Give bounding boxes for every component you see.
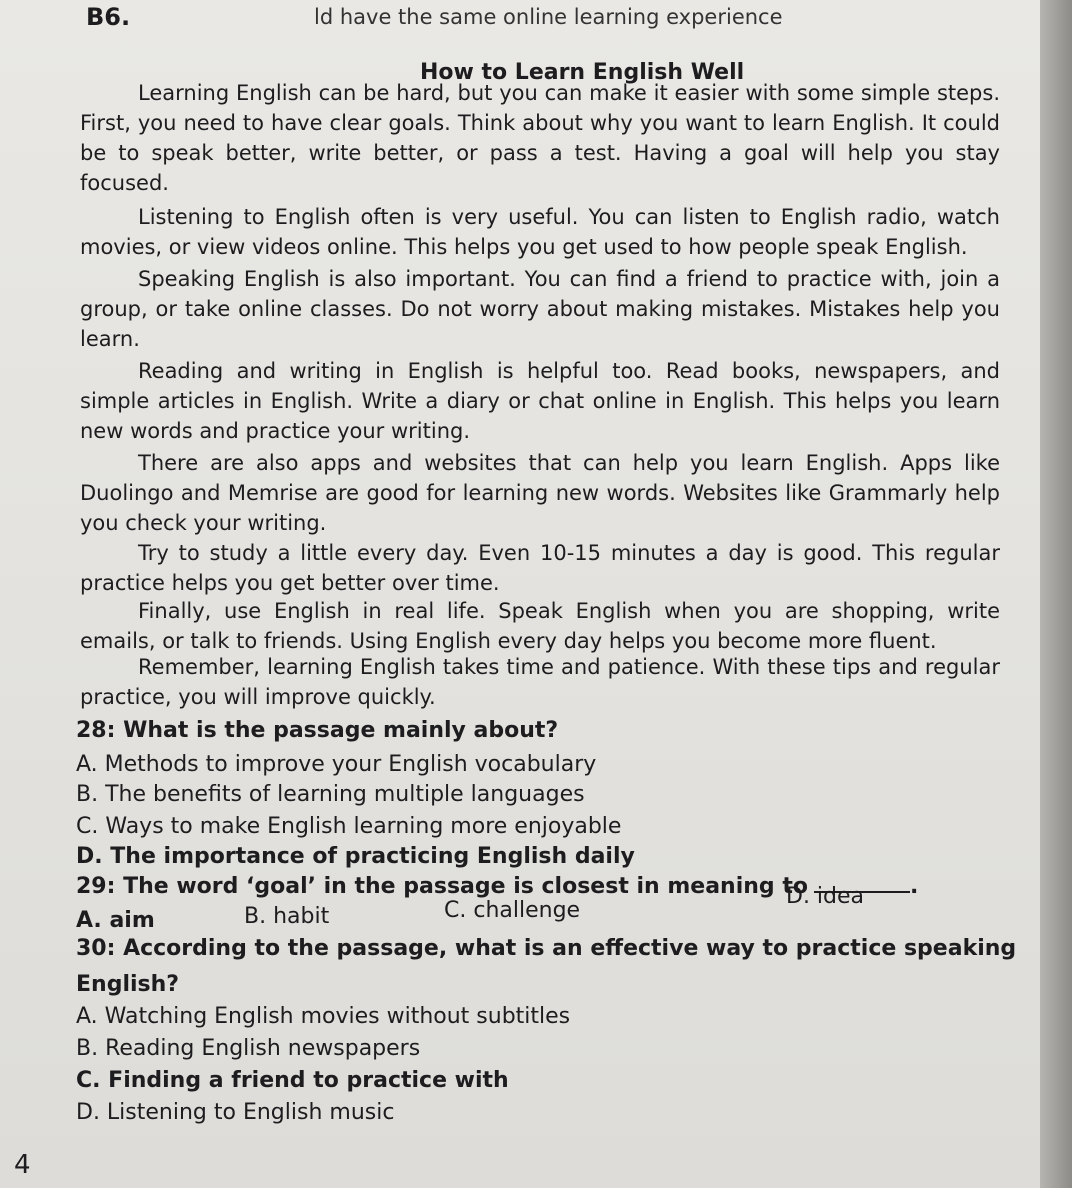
passage-paragraph-2: Listening to English often is very useful. You can listen to English radio, watch movies, or view videos online. This helps you get used to how people speak English. [80, 205, 1000, 259]
question-30-option-b[interactable]: B. Reading English newspapers [76, 1036, 421, 1061]
passage-paragraph-5: There are also apps and websites that can help you learn English. Apps like Duolingo and Memrise are good for learning new words. Websites like Grammarly help you check your writing. [80, 451, 1000, 535]
passage-title: How to Learn English Well [420, 60, 745, 85]
question-29-option-c[interactable]: C. challenge [444, 898, 581, 923]
passage-paragraph-4: Reading and writing in English is helpful too. Read books, newspapers, and simple articles in English. Write a diary or chat online in English. This helps you learn new words and practice your writing. [80, 359, 1000, 443]
question-29-option-b[interactable]: B. habit [244, 904, 330, 929]
passage-paragraph-7: Finally, use English in real life. Speak English when you are shopping, write emails, or talk to friends. Using English every day helps you become more fluent. [80, 599, 1000, 653]
question-28-stem: 28: What is the passage mainly about? [76, 718, 559, 743]
question-28-option-c[interactable]: C. Ways to make English learning more enjoyable [76, 814, 622, 839]
question-28-option-d[interactable]: D. The importance of practicing English daily [76, 844, 635, 869]
passage-paragraph-8: Remember, learning English takes time and patience. With these tips and regular practice, you will improve quickly. [80, 655, 1000, 709]
question-30-stem-line-2: English? [76, 972, 180, 997]
passage-paragraph-3: Speaking English is also important. You can find a friend to practice with, join a group, or take online classes. Do not worry about making mistakes. Mistakes help you learn. [80, 267, 1000, 351]
cutoff-header-text: ld have the same online learning experience [314, 5, 783, 29]
question-30-option-d[interactable]: D. Listening to English music [76, 1100, 395, 1125]
passage-paragraph-6: Try to study a little every day. Even 10-15 minutes a day is good. This regular practice helps you get better over time. [80, 541, 1000, 595]
question-29-option-a[interactable]: A. aim [76, 908, 155, 933]
page-edge-shadow [1040, 0, 1072, 1188]
question-30-option-c[interactable]: C. Finding a friend to practice with [76, 1068, 509, 1093]
passage-paragraph-1: Learning English can be hard, but you can make it easier with some simple steps. First, you need to have clear goals. Think about why you want to learn English. It could be to speak better, write better, or pass a test. Having a goal will help you stay focused. [80, 81, 1000, 195]
page-number: 4 [14, 1150, 31, 1180]
question-29-option-d[interactable]: D. idea [786, 884, 865, 909]
question-30-stem-line-1: 30: According to the passage, what is an effective way to practice speaking [76, 936, 1017, 961]
question-29-stem: 29: The word ‘goal’ in the passage is closest in meaning to [76, 874, 808, 899]
section-label: B6. [86, 3, 131, 31]
question-29-end: . [909, 874, 919, 899]
question-28-option-b[interactable]: B. The benefits of learning multiple languages [76, 782, 585, 807]
question-28-option-a[interactable]: A. Methods to improve your English vocabulary [76, 752, 597, 777]
question-30-option-a[interactable]: A. Watching English movies without subtitles [76, 1004, 571, 1029]
